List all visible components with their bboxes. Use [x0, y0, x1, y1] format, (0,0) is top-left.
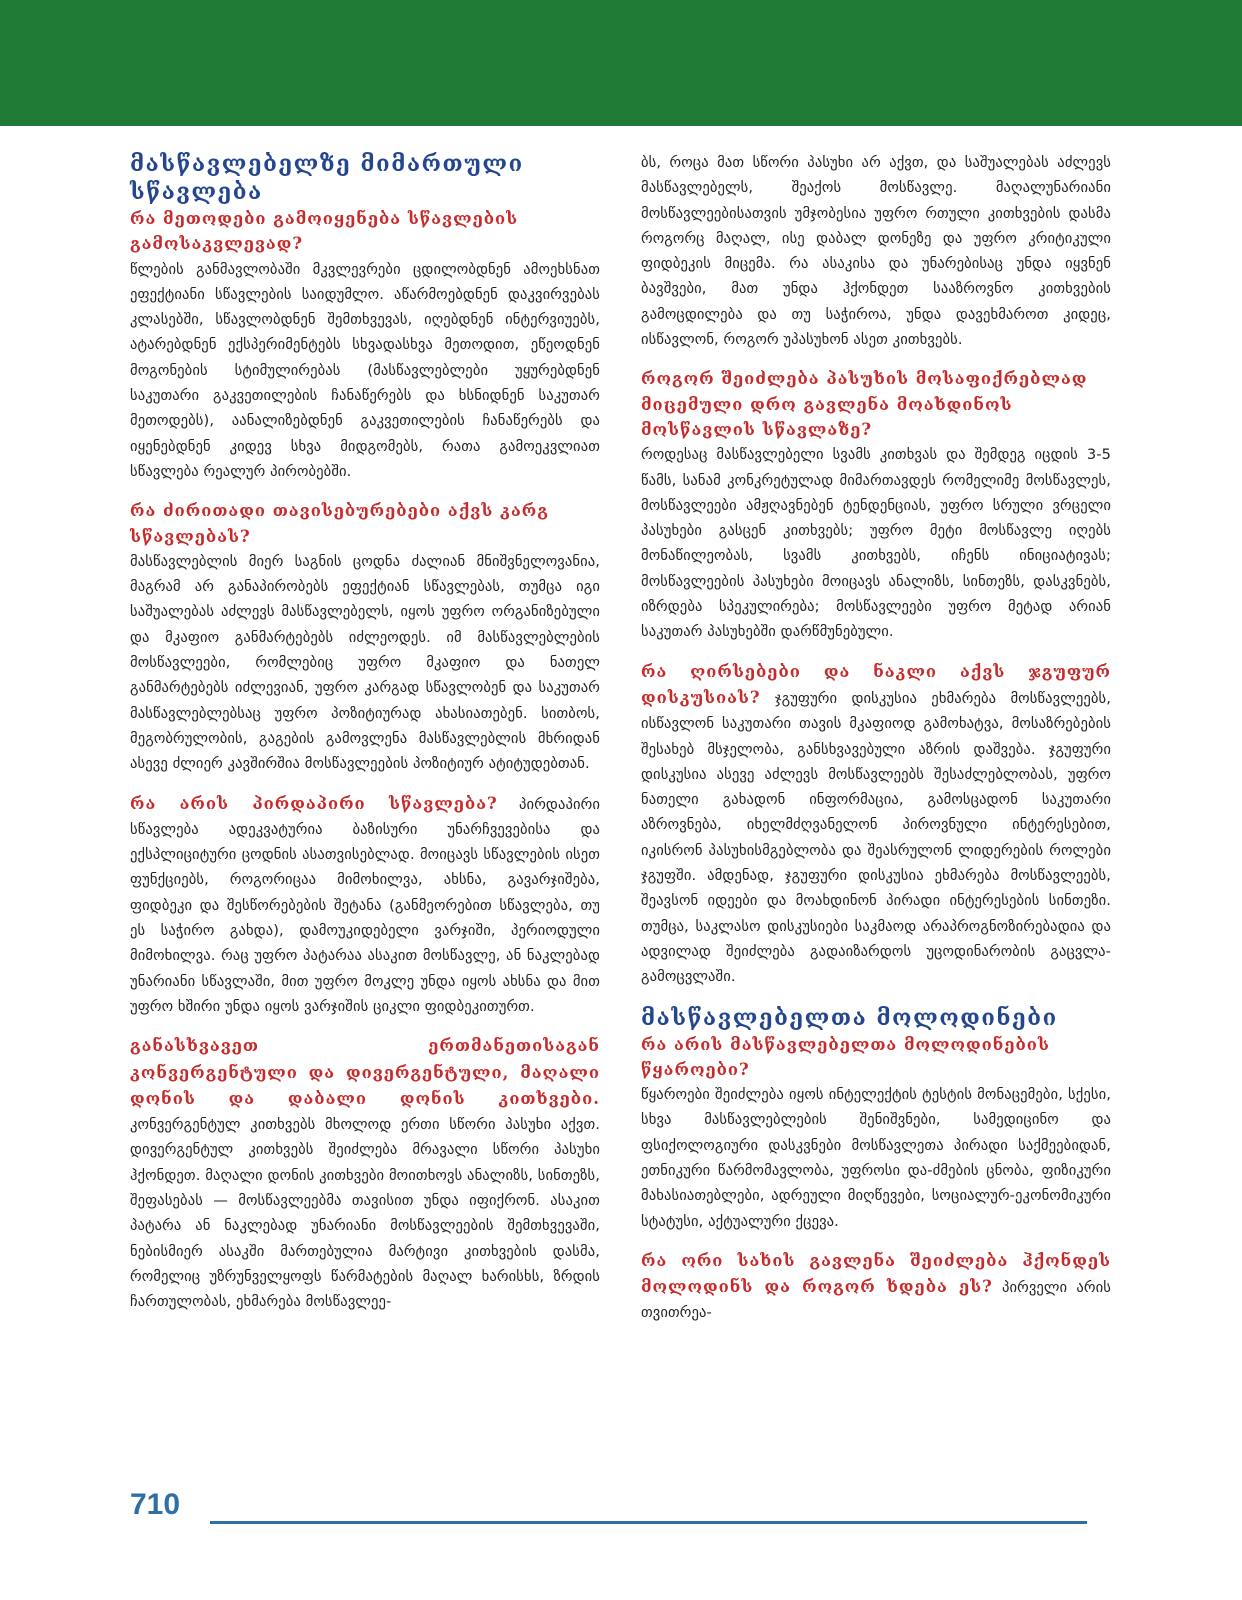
- paragraph: წლების განმავლობაში მკვლევრები ცდილობდნენ ამოეხსნათ ეფექტიანი სწავლების საიდუმლო. აწარმოებდნენ დაკვირვებას კლასებში, სწავლობდნენ შემთხვევას, იღებდნენ ინტერვიუებს, ატარებდნენ ექსპერიმენტებს სხვადასხვა მეთოდით, ეწეოდნენ მოგონების სტიმულირებას (მასწავლებლები უყურებდნენ საკუთარი გაკვეთილების ჩანაწერებს და ხსნიდნენ საკუთარ მეთოდებს), აანალიზებდნენ გაკვეთილების ჩანაწერებს და იყენებდნენ კიდევ სხვა მიდგომებს, რათა გამოეკვლიათ სწავლება რეალურ პირობებში.: [130, 260, 600, 480]
- question-heading: რა არის პირდაპირი სწავლება?: [130, 793, 498, 813]
- paragraph: [641, 1248, 1111, 1326]
- footer-divider: [210, 1521, 1087, 1524]
- paragraph-text: პირდაპირი სწავლება ადეკვატურია ბაზისური უნარჩვევებისა და ექსპლიციტური ცოდნის ასათვისებლად. მოიცავს სწავლების ისეთ ფუნქციებს, როგორიცაა მიმოხილვა, ახსნა, გავარჯიშება, ფიდბეკი და შესწორებების შეტანა (განმეორებით სწავლება, თუ ეს საჭირო გახდა), დამოუკიდებელი ვარჯიში, პერიოდული მიმოხილვა. რაც უფრო პატარაა ასაკით მოსწავლე, ან ნაკლებად უნარიანი სწავლაში, მით უფრო მოკლე უნდა იყოს ახსნა და მით უფრო ხშირი უნდა იყოს ვარჯიშის ციკლი ფიდბეკითურთ.: [130, 795, 600, 1015]
- question-heading: რა მეთოდები გამოიყენება სწავლების გამოსაკვლევად?: [130, 209, 519, 254]
- paragraph: [130, 1033, 600, 1314]
- top-color-band: [0, 0, 1242, 126]
- paragraph: როდესაც მასწავლებელი სვამს კითხვას და შემდეგ იცდის 3-5 წამს, სანამ კონკრეტულად მიმართავდეს რომელიმე მოსწავლეს, მოსწავლეები ამჟღავნებენ ტენდენციას, უფრო სრული ვრცელი პასუხები გასცენ კითხვებს; უფრო მეტი მოსწავლე იღებს მონაწილეობას, სვამს კითხვებს, იჩენს ინიციატივას; მოსწავლეების პასუხები მოიცავს ანალიზს, სინთეზს, დასკვნებს, იზრდება სპეკულირება; მოსწავლეები უფრო მეტად არიან საკუთარ პასუხებში დარწმუნებული.: [641, 446, 1111, 641]
- paragraph: ბს, როცა მათ სწორი პასუხი არ აქვთ, და საშუალებას აძლევს მასწავლებელს, შეაქოს მოსწავლე. მაღალუნარიანი მოსწავლეებისათვის უმჯობესია უფრო რთული კითხვების დასმა როგორც მაღალ, ისე დაბალ დონეზე და უფრო კრიტიკული ფიდბეკის მიცემა. რა ასაკისა და უნარებისაც უნდა იყვნენ ბავშვები, მათ უნდა ჰქონდეთ სააზროვნო კითხვების გამოცდილება და თუ საჭიროა, უნდა დავეხმაროთ კიდეც, ისწავლონ, როგორ უპასუხონ ასეთ კითხვებს.: [641, 154, 1111, 349]
- paragraph-text: ჯგუფური დისკუსია ეხმარება მოსწავლეებს, ისწავლონ საკუთარი თავის მკაფიოდ გამოხატვა, მოსაზრებების შესახებ მსჯელობა, განსხვავებული აზრის დაშვება. ჯგუფური დისკუსია ასევე აძლევს მოსწავლეებს შესაძლებლობას, უფრო ნათელი გახადონ ინფორმაცია, გამოსცადონ საკუთარი აზროვნება, იხელმძღვანელონ პიროვნული ინტერესებით, იკისრონ პასუხისმგებლობა და შეასრულონ ლიდერების როლები ჯგუფში. ამდენად, ჯგუფური დისკუსია ეხმარება მოსწავლეებს, შეავსონ იდეები და მოახდინონ პირადი ინტერესების სინთეზი. თუმცა, საკლასო დისკუსიები საკმაოდ არაპროგნოზირებადია და ადვილად შეიძლება გადაიზარდოს უცოდინარობის გაცვლა-გამოცვლაში.: [641, 689, 1111, 986]
- question-heading: განასხვავეთ ერთმანეთისაგან კონვერგენტული და დივერგენტული, მაღალი დონის და დაბალი დონის კითხვები.: [130, 1036, 600, 1108]
- paragraph-text: კონვერგენტულ კითხვებს მხოლოდ ერთი სწორი პასუხი აქვთ. დივერგენტულ კითხვებს შეიძლება მრავალი სწორი პასუხი ჰქონდეთ. მაღალი დონის კითხვები მოითხოვს ანალიზს, სინთეზს, შეფასებას — მოსწავლეებმა თავისით უნდა იფიქრონ. ასაკით პატარა ან ნაკლებად უნარიანი მოსწავლეების შემთხვევაში, ნებისმიერ ასაკში მართებულია მარტივი კითხვების დასმა, რომელიც უზრუნველყოფს წარმატების მაღალ ხარისხს, ზრდის ჩართულობას, ეხმარება მოსწავლეე-: [130, 1116, 600, 1311]
- question-heading: რა არის მასწავლებელთა მოლოდინების წყაროები?: [641, 1034, 1050, 1079]
- left-column: [130, 150, 600, 1314]
- page-number: 710: [130, 1488, 181, 1521]
- question-heading: როგორ შეიძლება პასუხის მოსაფიქრებლად მიცემული დრო გავლენა მოახდინოს მოსწავლის სწავლაზე?: [641, 369, 1088, 439]
- question-heading: რა ორი სახის გავლენა შეიძლება ჰქონდეს მოლოდინს და როგორ ხდება ეს?: [641, 1250, 1111, 1297]
- paragraph: [130, 791, 600, 1020]
- paragraph: წყაროები შეიძლება იყოს ინტელექტის ტესტის მონაცემები, სქესი, სხვა მასწავლებლების შენიშვნები, სამედიცინო და ფსიქოლოგიური დასკვნები მოსწავლეთა პირადი საქმეებიდან, ეთნიკური წარმომავლობა, უფროსი და-ძმების ცნობა, ფიზიკური მახასიათებლები, ადრეული მიღწევები, სოციალურ-ეკონომიკური სტატუსი, აქტუალური ქცევა.: [641, 1086, 1111, 1230]
- paragraph-text: პირველი არის თვითრეა-: [641, 1279, 1111, 1322]
- right-column: [641, 150, 1111, 1326]
- question-heading: რა ძირითადი თავისებურებები აქვს კარგ სწავლებას?: [130, 501, 549, 546]
- section-title: მასწავლებელთა მოლოდინები: [641, 1004, 1058, 1031]
- question-heading: რა ღირსებები და ნაკლი აქვს ჯგუფურ დისკუსიას?: [641, 661, 1111, 707]
- paragraph: მასწავლებლის მიერ საგნის ცოდნა ძალიან მნიშვნელოვანია, მაგრამ არ განაპირობებს ეფექტიან სწავლებას, თუმცა იგი საშუალებას აძლევს მასწავლებელს, იყოს უფრო ორგანიზებული და მკაფიო განმარტებებს იძლეოდეს. იმ მასწავლებლების მოსწავლეები, რომლებიც უფრო მკაფიო და ნათელ განმარტებებს იძლევიან, უფრო კარგად სწავლობენ და საკუთარ მასწავლებლებსაც უფრო პოზიტიურად ახასიათებენ. სითბოს, მეგობრულობის, გაგების გამოვლენა მასწავლებლის მხრიდან ასევე ძლიერ კავშირშია მოსწავლეების პოზიტიურ ატიტუდებთან.: [130, 552, 600, 773]
- paragraph: [641, 659, 1111, 990]
- section-title: მასწავლებელზე მიმართული სწავლება: [130, 151, 524, 205]
